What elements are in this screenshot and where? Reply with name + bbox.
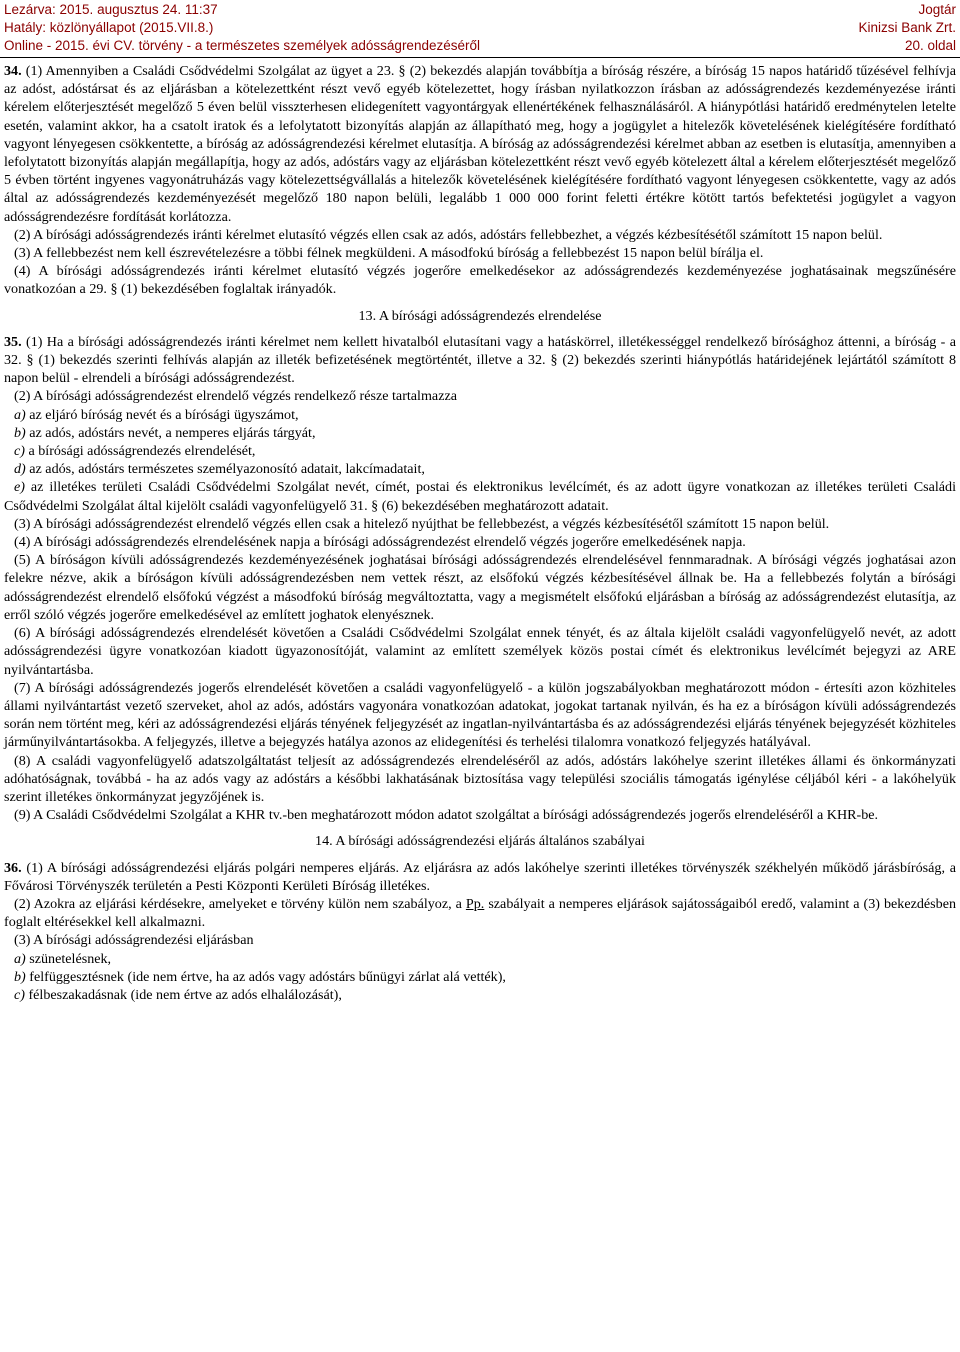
section-36-text-2b: szabályait a nemperes eljárások sajátosságaiból eredő, valamint a (3) bekezdésben foglalt eltérésekkel kell alkalmazni. (4, 895, 956, 931)
section-34-paragraph-1 (4, 62, 956, 226)
section-36-list-a (4, 950, 956, 968)
chapter-14-heading: 14. A bírósági adósságrendezési eljárás általános szabályai (315, 833, 645, 850)
section-35-list-d (4, 460, 956, 478)
list-text-c: a bírósági adósságrendezés elrendelését, (24, 443, 256, 460)
section-36-text-2a: (2) Azokra az eljárási kérdésekre, amelyeket e törvény külön nem szabályoz, a (14, 895, 466, 912)
header-licensee: Kinizsi Bank Zrt. (858, 20, 956, 35)
header-brand: Jogtár (918, 2, 956, 17)
list-label-c: c) (14, 443, 25, 460)
list-text-c: félbeszakadásnak (ide nem értve az adós elhalálozását), (24, 986, 342, 1003)
list-text-e: az illetékes területi Családi Csődvédelmi Szolgálat nevét, címét, postai és elektronikus levélcímét, és az adott ügyre vonatkozan az illetékes területi Családi Csődvédelmi Szolgálat által kijelölt családi vagyonfelügyelő 31. § (6) bekezdésében meghatározott adatait. (4, 479, 956, 514)
section-36-paragraph-2 (4, 895, 956, 931)
list-label-b: b) (14, 424, 26, 441)
list-text-a: az eljáró bíróság nevét és a bírósági ügyszámot, (25, 406, 299, 423)
header-page-number: 20. oldal (904, 38, 956, 53)
section-34-paragraph-2: (2) A bírósági adósságrendezés iránti kérelmet elutasító végzés ellen csak az adós, adóstárs fellebbezhet, a végzés kézbesítésétől számított 15 napon belül. (14, 226, 883, 243)
list-label-a: a) (14, 950, 26, 967)
section-35-list-c (4, 442, 956, 460)
page-header (0, 0, 960, 56)
header-divider (0, 57, 960, 58)
section-35-paragraph-5: (5) A bíróságon kívüli adósságrendezés kezdeményezésének joghatásai bírósági adósságrendezés elrendelésével fennmaradnak. A bírósági végzés joghatásai azon felekre nézve, akik a bíróságon kívüli adósságrendezésben nem vettek részt, az elsőfokú végzés kézbesítésével állnak be. Ha a fellebbezés folytán a bírósági adósságrendezést elrendelő elsőfokú végzést a másodfokú bíróság megváltoztatta, vagy a megismételt elsőfokú eljárásban a bíróság az adósságrendezést elutasítja, az erről szóló végzés jogerőre emelkedésével az említett joghatok elenyésznek. (4, 552, 956, 623)
section-34-text-1: (1) Amennyiben a Családi Csődvédelmi Szolgálat az ügyet a 23. § (2) bekezdés alapján továbbítja a bíróság részére, a bíróság 15 napos határidő tűzésével felhívja az adóst, adóstársat és az eljárásban a kötelezettként részt vevő egyéb kötelezettet, hogy írásban nyilatkozzon írásban az adósságrendezés kezdeményezése iránti kérelem előterjesztését megelőző 5 éven belül visszterhesen elidegenített vagyontárgyak ellenértékének felhasználásáról. A hiánypótlási határidő eredménytelen letelte esetén, valamint akkor, ha a csatolt iratok és a lefolytatott bizonyítás alapján az állapítható meg, hogy a jogügylet a hitelezők követelésének kielégítésére fordítható vagyont lényegesen csökkentette, a bíróság az adósságrendezési kérelmet elutasítja. A bíróság az adósságrendezési kérelmet abban az esetben is elutasítja, amennyiben a lefolytatott bizonyítás alapján megállapítja, hogy az adós, adóstárs vagy az eljárásban kötelezettként részt vevő egyéb kötelezett által a kérelem előterjesztését megelőző 5 évben történt ingyenes vagyonátruházás vagy kötelezettségvállalás a hitelezők követelésének kielégítésére fordítható vagyont lényegesen csökkentette, vagy az adós által az adósságrendezés kezdeményezését megelőző 180 napon belüli, legalább 1 000 000 forint feletti értékre kötött tartós befektetési jogügylet a vagyon adósságrendezésre fordítását korlátozza. (4, 63, 956, 225)
section-35-paragraph-6: (6) A bírósági adósságrendezés elrendelését követően a Családi Csődvédelmi Szolgálat ennek tényét, és az általa kijelölt családi vagyonfelügyelő nevét, az adott adósságrendezési ügyre vonatkozóan kiadott ügyazonosítóját, valamint az említett személyek közös postai címét és elektronikus levélcímét bejegyzi az ARE nyilvántartásba. (4, 625, 956, 678)
list-label-e: e) (14, 479, 25, 496)
section-35-paragraph-1 (4, 333, 956, 388)
section-35-paragraph-9: (9) A Családi Csődvédelmi Szolgálat a KHR tv.-ben meghatározott módon adatot szolgáltat a bírósági adósságrendezés jogerős elrendeléséről a KHR-be. (14, 807, 879, 824)
section-35-paragraph-8: (8) A családi vagyonfelügyelő adatszolgáltatást teljesít az adósságrendezés elrendeléséről az adós, adóstárs lakóhelye szerint illetékes állami és önkormányzati adóhatóságnak, továbbá - ha az adós vagy az adóstárs a későbbi lakhatásának biztosítása vagy települési szociális támogatás igénylése céljából kéri - a lakóhelyük szerint illetékes önkormányzat jegyzőjének is. (4, 752, 956, 805)
list-label-a: a) (14, 406, 26, 423)
list-text-a: szünetelésnek, (25, 950, 112, 967)
section-34-number: 34. (4, 63, 22, 79)
section-36-text-1: (1) A bírósági adósságrendezési eljárás polgári nemperes eljárás. Az eljárásra az adós lakóhelye szerinti illetékes törvényszék székhelyén működő járásbíróság, a Fővárosi Törvényszék területén a Pesti Központi Kerületi Bíróság illetékes. (4, 859, 957, 894)
section-35-paragraph-2: (2) A bírósági adósságrendezést elrendelő végzés rendelkező része tartalmazza (14, 388, 457, 405)
chapter-13-heading: 13. A bírósági adósságrendezés elrendelése (358, 307, 602, 324)
header-law-title: Online - 2015. évi CV. törvény - a természetes személyek adósságrendezéséről (4, 38, 480, 53)
section-34-paragraph-4: (4) A bírósági adósságrendezés iránti kérelmet elutasító végzés jogerőre emelkedésekor az adósságrendezés kezdeményezése joghatásainak megszűnésére vonatkozóan a 29. § (1) bekezdésében foglaltak irányadók. (4, 263, 956, 298)
document-body (4, 62, 956, 1004)
pp-link[interactable]: Pp. (465, 895, 485, 912)
list-label-d: d) (14, 461, 26, 478)
section-35-paragraph-7: (7) A bírósági adósságrendezés jogerős elrendelését követően a családi vagyonfelügyelő - a külön jogszabályokban meghatározott módon - értesíti azon közhiteles állami nyilvántartást vezető szerveket, ahol az adós, adóstárs vagyonára vonatkozóan adatokat, jogokat tartanak nyilván, és ha ez a bíróságon kívüli adósságrendezés során nem történt meg, kéri az adósságrendezési eljárás tényének feljegyzését az ingatlan-nyilvántartásba és az adósságrendezési eljárás tényének bejegyzését közhiteles járműnyilvántartásokba. A feljegyzés, illetve a bejegyzés hatálya azonos az elidegenítési és terhelési tilalomra vonatkozó feljegyzés hatályával. (4, 679, 956, 751)
section-36-number: 36. (4, 859, 22, 876)
list-label-c: c) (14, 986, 25, 1003)
section-35-text-1: (1) Ha a bírósági adósságrendezés iránti kérelmet nem kellett hivatalból elutasítani vagy a hatáskörrel, illetékességgel rendelkező bírósághoz áttenni, a bíróság - a 32. § (1) bekezdés szerinti felhívás alapján az illeték befizetésének megtörténtét, illetve a 32. § (2) bekezdés szerinti hiánypótlás határidejének lejártától számított 8 napon belül - elrendeli a bírósági adósságrendezést. (4, 333, 956, 387)
section-35-list-b (4, 424, 956, 442)
list-text-b: az adós, adóstárs nevét, a nemperes eljárás tárgyát, (25, 424, 316, 441)
section-36-list-b (4, 968, 956, 986)
list-text-d: az adós, adóstárs természetes személyazonosító adatait, lakcímadatait, (25, 461, 425, 478)
section-35-paragraph-4: (4) A bírósági adósságrendezés elrendelésének napja a bírósági adósságrendezést elrendelő végzés jogerőre emelkedésének napja. (14, 534, 746, 551)
header-closed-date: Lezárva: 2015. augusztus 24. 11:37 (4, 2, 218, 17)
section-36-list-c (4, 986, 956, 1004)
section-35-list-a (4, 406, 956, 424)
section-35-paragraph-3: (3) A bírósági adósságrendezést elrendelő végzés ellen csak a hitelező nyújthat be fellebbezést, a végzés kézbesítésétől számított 15 napon belül. (14, 515, 830, 532)
section-36-paragraph-3: (3) A bírósági adósságrendezési eljárásban (14, 932, 254, 949)
section-35-list-e (4, 478, 956, 514)
section-35-number: 35. (4, 333, 22, 350)
header-validity: Hatály: közlönyállapot (2015.VII.8.) (4, 20, 214, 35)
list-text-b: felfüggesztésnek (ide nem értve, ha az adós vagy adóstárs bűnügyi zárlat alá vették), (25, 968, 506, 985)
list-label-b: b) (14, 968, 26, 985)
section-34-paragraph-3: (3) A fellebbezést nem kell észrevételezésre a többi félnek megküldeni. A másodfokú bíróság a fellebbezést 15 napon belül bírálja el. (14, 245, 764, 262)
section-36-paragraph-1 (4, 859, 956, 895)
